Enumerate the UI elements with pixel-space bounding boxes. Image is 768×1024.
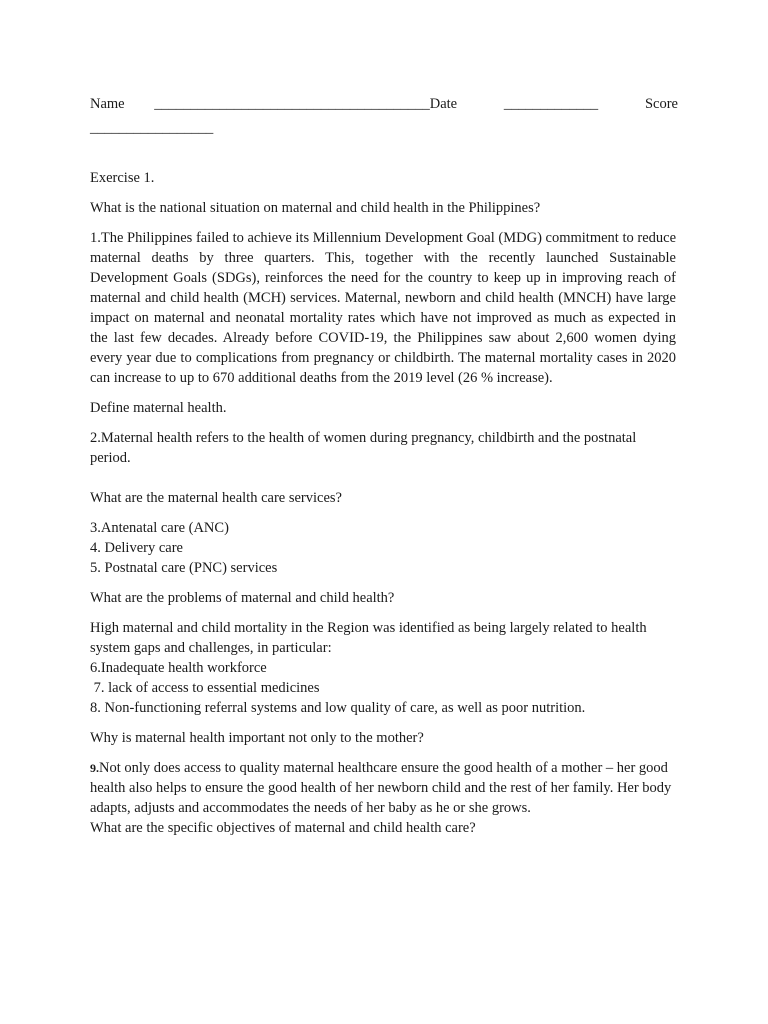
list-item: 3.Antenatal care (ANC) xyxy=(90,520,229,536)
name-field xyxy=(90,94,457,114)
score-blank[interactable]: _________________ xyxy=(90,120,214,136)
score-blank-line xyxy=(90,118,213,138)
question-6: What are the specific objectives of maternal and child health care? xyxy=(90,820,476,836)
list-item: 7. lack of access to essential medicines xyxy=(90,680,320,696)
answer-2: 2.Maternal health refers to the health of women during pregnancy, childbirth and the postnatal period. xyxy=(90,430,637,466)
answer-4-intro: High maternal and child mortality in the Region was identified as being largely related to health system gaps and challenges, in particular: xyxy=(90,620,647,656)
date-blank[interactable]: _____________ xyxy=(503,96,599,112)
list-item: 8. Non-functioning referral systems and low quality of care, as well as poor nutrition. xyxy=(90,700,586,716)
date-label: Date xyxy=(429,96,458,112)
answer-1: 1.The Philippines failed to achieve its Millennium Development Goal (MDG) commitment to reduce maternal deaths by three quarters. This, together with the recently launched Sustainable Development Goals (SDGs), reinforces the need for the country to keep up in improving reach of maternal and child health (MCH) services. Maternal, newborn and child health (MNCH) have large impact on maternal and neonatal mortality rates which have not improved as much as expected in the last few decades. Already before COVID-19, the Philippines saw about 2,600 women dying every year due to complications from pregnancy or childbirth. The maternal mortality cases in 2020 can increase to up to 670 additional deaths from the 2019 level (26 % increase). xyxy=(90,230,676,386)
exercise-title: Exercise 1. xyxy=(90,170,155,186)
question-1: What is the national situation on maternal and child health in the Philippines? xyxy=(90,200,541,216)
question-2: Define maternal health. xyxy=(90,400,227,416)
question-4: What are the problems of maternal and child health? xyxy=(90,590,395,606)
name-blank[interactable]: ______________________________________ xyxy=(154,96,430,112)
problems-block xyxy=(90,618,676,718)
list-item: 6.Inadequate health workforce xyxy=(90,660,267,676)
name-label: Name xyxy=(90,96,125,112)
header-fields xyxy=(90,94,678,114)
worksheet-content xyxy=(90,168,676,838)
answer-5-number: 9. xyxy=(90,761,99,775)
question-5: Why is maternal health important not only to the mother? xyxy=(90,730,424,746)
services-list xyxy=(90,518,676,578)
list-item: 4. Delivery care xyxy=(90,540,183,556)
question-3: What are the maternal health care services? xyxy=(90,490,342,506)
list-item: 5. Postnatal care (PNC) services xyxy=(90,560,278,576)
score-label: Score xyxy=(644,96,678,112)
answer-5 xyxy=(90,758,676,818)
answer-5-text: Not only does access to quality maternal healthcare ensure the good health of a mother – her good health also helps to ensure the good health of her newborn child and the rest of her family. Her body adapts, adjusts and accommodates the needs of her baby as he or she grows. xyxy=(90,760,672,816)
